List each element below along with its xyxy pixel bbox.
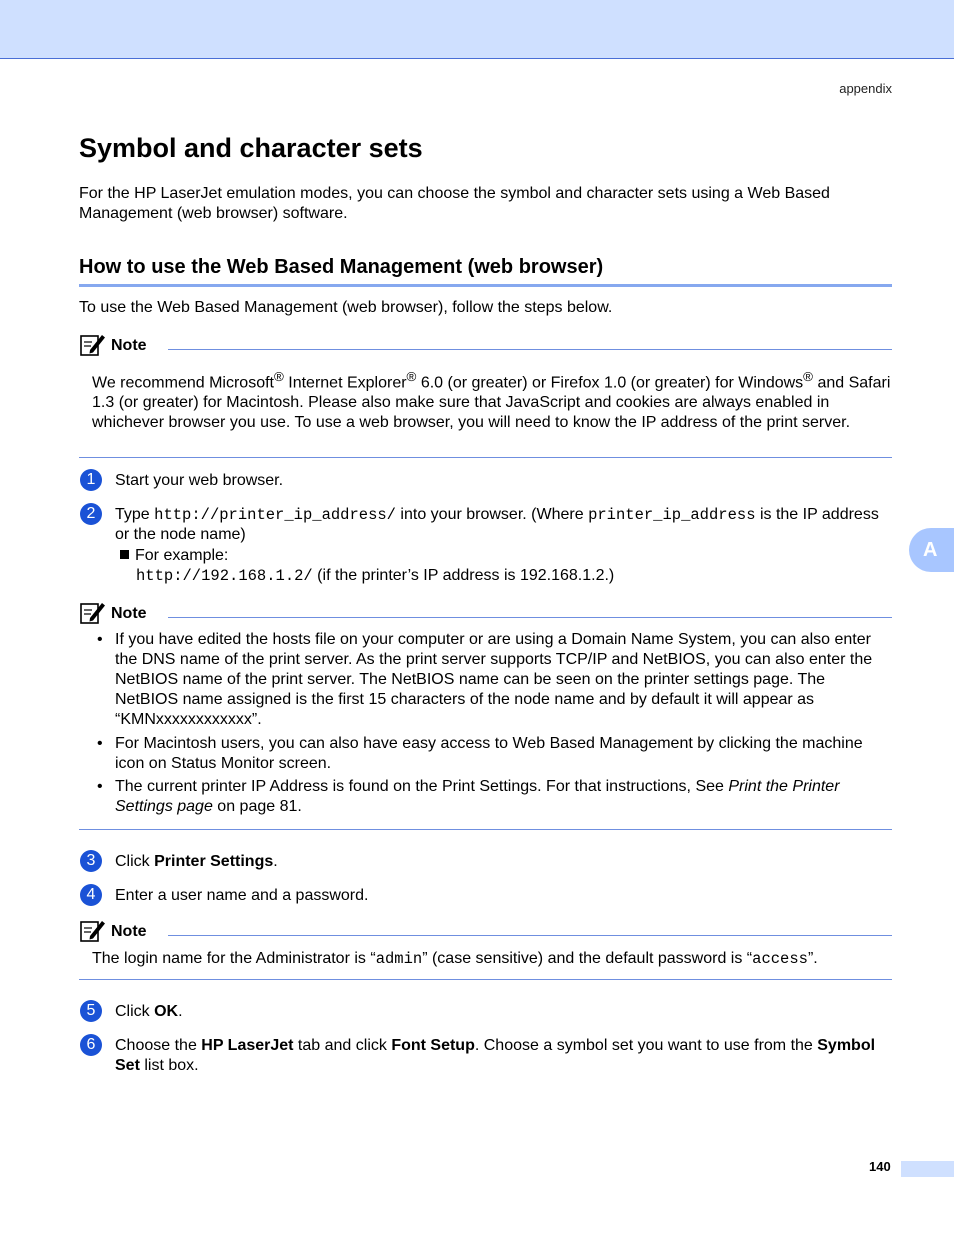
page-number: 140: [869, 1159, 891, 1174]
step-text: Choose the: [115, 1037, 202, 1054]
note-text: 6.0 (or greater) or Firefox 1.0 (or greater) for Windows: [416, 374, 804, 392]
step-6-number: 6: [80, 1034, 102, 1056]
section-label: appendix: [839, 81, 892, 96]
note-text: We recommend Microsoft: [92, 374, 274, 392]
note-rule: [168, 935, 892, 936]
registered-mark: ®: [273, 369, 284, 384]
square-bullet-icon: [120, 550, 129, 559]
step-2-text: [115, 505, 892, 545]
example-url-line: [136, 566, 614, 586]
step-5-number: 5: [80, 1000, 102, 1022]
step-2-number: 2: [80, 503, 102, 525]
note-label: Note: [111, 923, 147, 940]
note-rule: [168, 349, 892, 350]
ui-term: Font Setup: [391, 1037, 475, 1054]
note-recommendation: [92, 367, 892, 433]
note-text: and Safari 1.3 (or greater) for Macintosh. Please also make sure that JavaScript and cookies are always enabled in whichever browser you use. To use a web browser, you will need to know the IP address of the print server.: [92, 374, 891, 432]
step-text: Click: [115, 853, 155, 870]
note-header: [80, 332, 892, 360]
code-term: printer_ip_address: [588, 506, 756, 524]
step-1-text: Start your web browser.: [115, 472, 284, 489]
step-text: Type: [115, 506, 155, 523]
step-text: list box.: [139, 1057, 199, 1074]
bullet-text: The current printer IP Address is found on the Print Settings. For that instructions, See: [115, 778, 729, 795]
header-band: [0, 0, 954, 59]
list-item: [97, 734, 892, 774]
ui-term: Printer Settings: [154, 853, 274, 870]
step-3-number: 3: [80, 850, 102, 872]
appendix-side-tab[interactable]: A: [909, 528, 954, 572]
page-title: Symbol and character sets: [79, 133, 423, 163]
note-end-rule: [79, 979, 892, 980]
note-end-rule: [79, 457, 892, 458]
note-label: Note: [111, 605, 147, 622]
example-label: For example:: [135, 547, 229, 564]
list-item: [97, 777, 892, 817]
note-text: ” (case sensitive) and the default password is “: [422, 950, 753, 967]
ui-term: Symbol Set: [115, 1037, 876, 1074]
step-text: Click: [115, 1003, 155, 1020]
bullet-text: If you have edited the hosts file on your computer or are using a Domain Name System, you can also enter the DNS name of the print server. As the print server supports TCP/IP and NetBIOS, you can also enter the NetBIOS name of the print server. The NetBIOS name can be seen on the printer settings page. The NetBIOS name assigned is the first 15 characters of the node name and by default it will appear as “KMNxxxxxxxxxxxx”.: [115, 631, 873, 728]
note-text: Internet Explorer: [283, 374, 407, 392]
step-text: is the IP address or the node name): [115, 506, 879, 543]
intro-paragraph: For the HP LaserJet emulation modes, you can choose the symbol and character sets using a Web Based Management (web browser) software.: [79, 185, 830, 222]
login-name-code: admin: [375, 950, 423, 968]
note-login-info: [92, 949, 892, 969]
step-text: into your browser. (Where: [395, 506, 589, 523]
note-pencil-icon: [80, 332, 106, 356]
example-url: http://192.168.1.2/: [136, 567, 313, 585]
note-text: The login name for the Administrator is “: [92, 950, 376, 967]
password-code: access: [752, 950, 808, 968]
note-text: ”.: [807, 950, 818, 967]
ui-term: HP LaserJet: [201, 1037, 294, 1054]
cross-reference-link[interactable]: Print the Printer Settings page: [115, 778, 840, 815]
list-item: [97, 630, 892, 730]
example-line: [120, 546, 228, 566]
step-text: tab and click: [293, 1037, 392, 1054]
bullet: •: [97, 631, 103, 648]
url-code: http://printer_ip_address/: [154, 506, 396, 524]
step-1-number: 1: [80, 469, 102, 491]
note-rule: [168, 617, 892, 618]
note-pencil-icon: [80, 918, 106, 942]
subheading: How to use the Web Based Management (web browser): [79, 256, 604, 278]
note-header: [80, 918, 892, 946]
subheading-rule: [79, 284, 892, 287]
registered-mark: ®: [406, 369, 417, 384]
bullet: •: [97, 734, 103, 752]
note-pencil-icon: [80, 600, 106, 624]
step-5-text: [115, 1002, 892, 1022]
step-text: . Choose a symbol set you want to use from the: [474, 1037, 818, 1054]
step-3-text: [115, 852, 892, 872]
note-bullet-list: [97, 630, 892, 821]
step-text: .: [178, 1003, 183, 1020]
note-label: Note: [111, 337, 147, 354]
step-4-number: 4: [80, 884, 102, 906]
page-number-bar: [901, 1161, 954, 1177]
step-text: .: [273, 853, 278, 870]
subheading-intro: To use the Web Based Management (web browser), follow the steps below.: [79, 299, 613, 316]
ui-term: OK: [154, 1003, 179, 1020]
step-4-text: Enter a user name and a password.: [115, 887, 369, 904]
bullet-text: For Macintosh users, you can also have easy access to Web Based Management by clicking the machine icon on Status Monitor screen.: [115, 734, 863, 772]
bullet: •: [97, 778, 103, 795]
note-end-rule: [79, 829, 892, 830]
bullet-text: on page 81.: [212, 798, 302, 815]
example-note: (if the printer’s IP address is 192.168.1.2.): [312, 567, 615, 584]
step-6-text: [115, 1036, 892, 1076]
note-header: [80, 600, 892, 628]
registered-mark: ®: [803, 369, 813, 384]
